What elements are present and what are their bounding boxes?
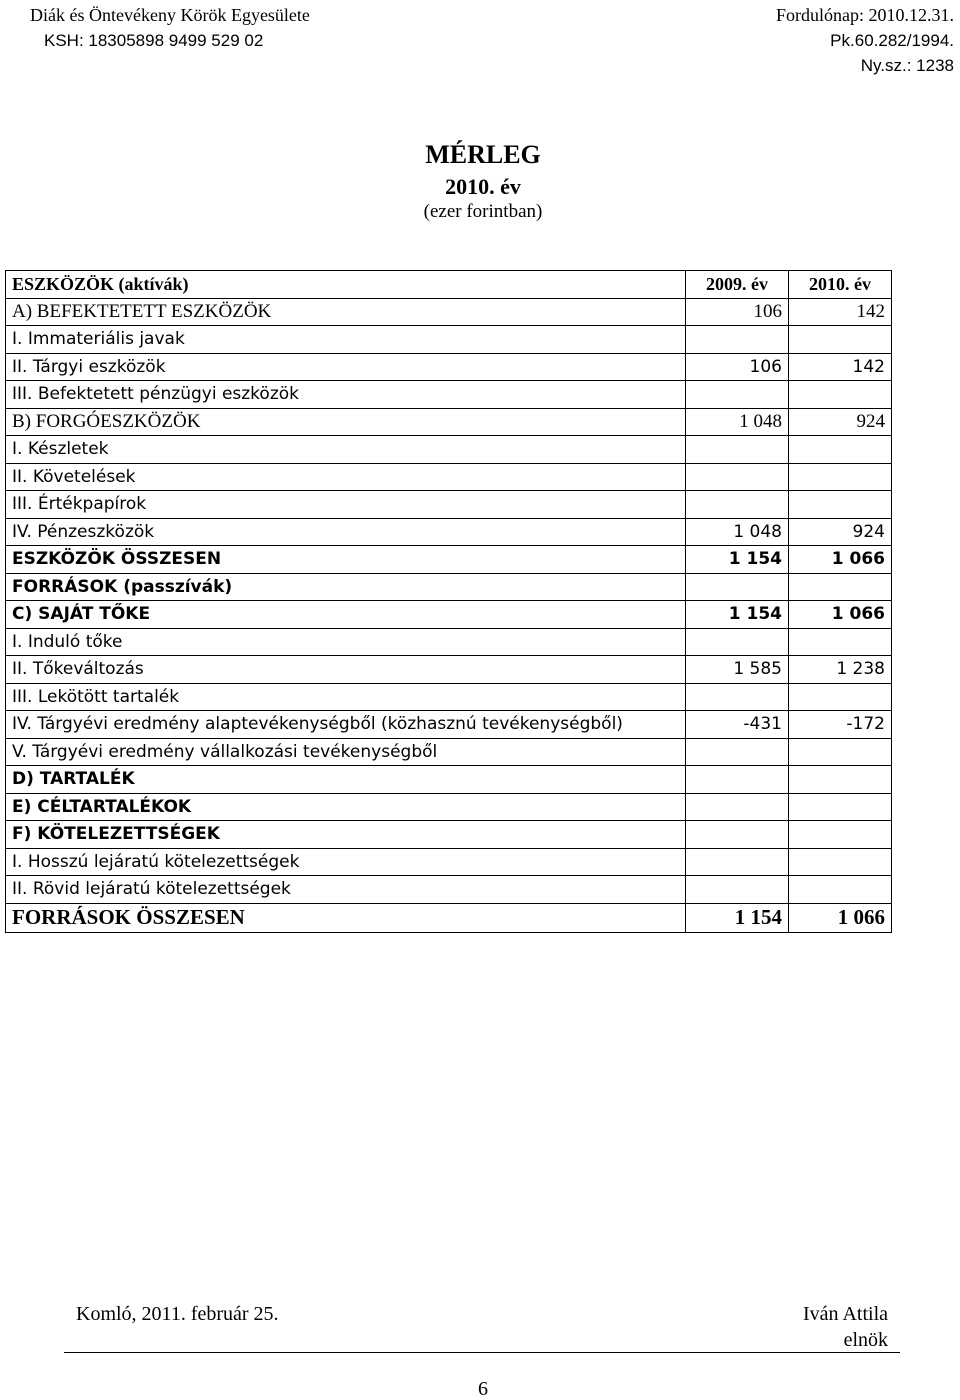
table-header-row xyxy=(6,271,892,299)
value-2010 xyxy=(789,683,892,711)
row-label: II. Tőkeváltozás xyxy=(6,656,686,684)
value-2010: 924 xyxy=(789,518,892,546)
table-row xyxy=(6,876,892,904)
document-year: 2010. év xyxy=(445,174,521,199)
organization-name: Diák és Öntevékeny Körök Egyesülete xyxy=(30,5,310,25)
value-2010: 1 238 xyxy=(789,656,892,684)
value-2009: 1 154 xyxy=(686,903,789,932)
value-2010 xyxy=(789,738,892,766)
value-2009 xyxy=(686,491,789,519)
row-label: A) BEFEKTETETT ESZKÖZÖK xyxy=(6,298,686,326)
value-2009: 1 585 xyxy=(686,656,789,684)
value-2010: 924 xyxy=(789,408,892,436)
signature-line xyxy=(64,1352,900,1353)
column-header-2010: 2010. év xyxy=(789,271,892,299)
table-row xyxy=(6,601,892,629)
row-label: D) TARTALÉK xyxy=(6,766,686,794)
row-label: FORRÁSOK (passzívák) xyxy=(6,573,686,601)
table-row xyxy=(6,683,892,711)
value-2009 xyxy=(686,876,789,904)
value-2010 xyxy=(789,436,892,464)
table-row xyxy=(6,298,892,326)
value-2009 xyxy=(686,738,789,766)
document-title: MÉRLEG xyxy=(425,140,541,169)
value-2009 xyxy=(686,463,789,491)
value-2010 xyxy=(789,876,892,904)
row-label: B) FORGÓESZKÖZÖK xyxy=(6,408,686,436)
value-2010: 1 066 xyxy=(789,601,892,629)
table-row xyxy=(6,463,892,491)
table-row xyxy=(6,821,892,849)
value-2009 xyxy=(686,683,789,711)
table-row xyxy=(6,793,892,821)
value-2009: 1 154 xyxy=(686,601,789,629)
table-row xyxy=(6,848,892,876)
row-label: IV. Tárgyévi eredmény alaptevékenységből (közhasznú tevékenységből) xyxy=(6,711,686,739)
value-2010 xyxy=(789,628,892,656)
row-label: I. Hosszú lejáratú kötelezettségek xyxy=(6,848,686,876)
table-row xyxy=(6,656,892,684)
row-label: C) SAJÁT TŐKE xyxy=(6,601,686,629)
table-row xyxy=(6,491,892,519)
value-2009 xyxy=(686,628,789,656)
signer-role: elnök xyxy=(843,1329,888,1351)
value-2010 xyxy=(789,848,892,876)
row-label: III. Értékpapírok xyxy=(6,491,686,519)
value-2010 xyxy=(789,491,892,519)
row-label: F) KÖTELEZETTSÉGEK xyxy=(6,821,686,849)
value-2009 xyxy=(686,793,789,821)
table-row xyxy=(6,903,892,932)
value-2010 xyxy=(789,326,892,354)
table-row xyxy=(6,518,892,546)
table-row xyxy=(6,381,892,409)
assets-header-label: ESZKÖZÖK (aktívák) xyxy=(6,271,686,299)
row-label: V. Tárgyévi eredmény vállalkozási tevékenységből xyxy=(6,738,686,766)
table-row xyxy=(6,573,892,601)
row-label: I. Immateriális javak xyxy=(6,326,686,354)
row-label: III. Befektetett pénzügyi eszközök xyxy=(6,381,686,409)
row-label: III. Lekötött tartalék xyxy=(6,683,686,711)
balance-sheet-table xyxy=(5,270,892,933)
place-and-date: Komló, 2011. február 25. xyxy=(76,1303,279,1325)
value-2009 xyxy=(686,326,789,354)
table-row xyxy=(6,408,892,436)
ksh-number: KSH: 18305898 9499 529 02 xyxy=(44,31,264,50)
row-label: I. Készletek xyxy=(6,436,686,464)
table-row xyxy=(6,546,892,574)
row-label: FORRÁSOK ÖSSZESEN xyxy=(6,903,686,932)
value-2009: 106 xyxy=(686,353,789,381)
register-number: Ny.sz.: 1238 xyxy=(860,56,954,75)
row-label: E) CÉLTARTALÉKOK xyxy=(6,793,686,821)
value-2010: -172 xyxy=(789,711,892,739)
value-2009: 106 xyxy=(686,298,789,326)
value-2009 xyxy=(686,381,789,409)
value-2010 xyxy=(789,766,892,794)
court-registration-number: Pk.60.282/1994. xyxy=(830,31,954,50)
value-2009: 1 048 xyxy=(686,518,789,546)
value-2010 xyxy=(789,463,892,491)
table-row xyxy=(6,738,892,766)
row-label: IV. Pénzeszközök xyxy=(6,518,686,546)
table-row xyxy=(6,628,892,656)
value-2010: 142 xyxy=(789,353,892,381)
value-2010 xyxy=(789,573,892,601)
value-2009: 1 154 xyxy=(686,546,789,574)
value-2009 xyxy=(686,436,789,464)
row-label: ESZKÖZÖK ÖSSZESEN xyxy=(6,546,686,574)
row-label: II. Rövid lejáratú kötelezettségek xyxy=(6,876,686,904)
value-2009 xyxy=(686,766,789,794)
value-2010: 1 066 xyxy=(789,903,892,932)
table-row xyxy=(6,766,892,794)
signer-name: Iván Attila xyxy=(803,1303,888,1325)
value-2009: -431 xyxy=(686,711,789,739)
value-2010 xyxy=(789,821,892,849)
table-row xyxy=(6,326,892,354)
row-label: II. Követelések xyxy=(6,463,686,491)
column-header-2009: 2009. év xyxy=(686,271,789,299)
table-row xyxy=(6,436,892,464)
table-row xyxy=(6,353,892,381)
currency-unit: (ezer forintban) xyxy=(423,201,543,222)
value-2010 xyxy=(789,381,892,409)
value-2009 xyxy=(686,848,789,876)
row-label: I. Induló tőke xyxy=(6,628,686,656)
value-2010: 142 xyxy=(789,298,892,326)
value-2009 xyxy=(686,573,789,601)
page-number: 6 xyxy=(478,1378,488,1400)
value-2010 xyxy=(789,793,892,821)
value-2009 xyxy=(686,821,789,849)
value-2009: 1 048 xyxy=(686,408,789,436)
row-label: II. Tárgyi eszközök xyxy=(6,353,686,381)
value-2010: 1 066 xyxy=(789,546,892,574)
table-row xyxy=(6,711,892,739)
reference-date: Fordulónap: 2010.12.31. xyxy=(776,5,954,25)
